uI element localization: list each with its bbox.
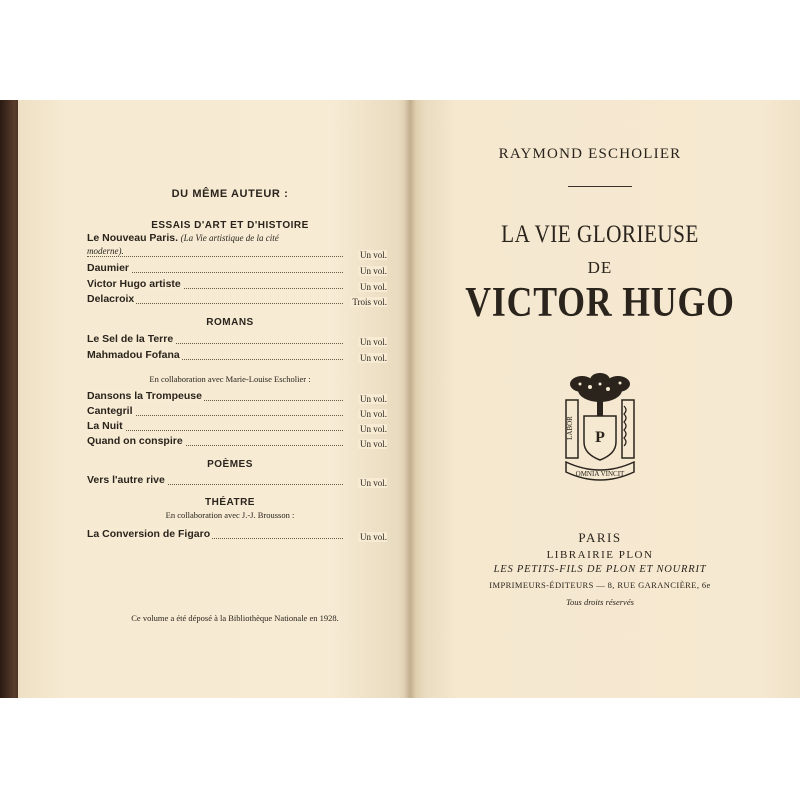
list-item bbox=[87, 405, 387, 419]
list-item bbox=[87, 435, 387, 449]
publication-city: PARIS bbox=[578, 530, 622, 545]
section-title-romans: ROMANS bbox=[206, 317, 254, 328]
entry-volume: Trois vol. bbox=[352, 297, 387, 307]
list-item bbox=[87, 246, 387, 260]
entry-volume: Un vol. bbox=[360, 424, 387, 434]
entry-title: Le Sel de la Terre bbox=[87, 333, 174, 345]
tree-icon bbox=[570, 373, 630, 420]
entry-volume: Un vol. bbox=[360, 266, 387, 276]
list-item bbox=[87, 390, 387, 404]
list-item bbox=[87, 528, 387, 542]
entry-title: Quand on conspire bbox=[87, 435, 183, 447]
entry-subtitle: (La Vie artistique de la cité bbox=[180, 233, 279, 243]
publisher-address: IMPRIMEURS-ÉDITEURS — 8, RUE GARANCIÈRE, 6e bbox=[489, 580, 711, 590]
motto-left: LABOR bbox=[566, 416, 574, 440]
publisher-subtitle: LES PETITS-FILS DE PLON ET NOURRIT bbox=[493, 564, 707, 575]
entry-volume: Un vol. bbox=[360, 409, 387, 419]
entry-title: Delacroix bbox=[87, 293, 135, 305]
entry-title: Cantegril bbox=[87, 405, 133, 417]
section-title-theatre: THÉATRE bbox=[205, 497, 255, 508]
list-item bbox=[87, 293, 387, 307]
book-title-line2: DE bbox=[587, 258, 613, 277]
collaboration-note: En collaboration avec Marie-Louise Escholier : bbox=[149, 374, 311, 384]
entry-volume: Un vol. bbox=[360, 353, 387, 363]
entry-volume: Un vol. bbox=[360, 478, 387, 488]
entry-title: La Conversion de Figaro bbox=[87, 528, 211, 540]
list-item bbox=[87, 420, 387, 434]
collaboration-note: En collaboration avec J.-J. Brousson : bbox=[165, 510, 295, 520]
entry-title: Mahmadou Fofana bbox=[87, 349, 180, 361]
entry-volume: Un vol. bbox=[360, 250, 387, 260]
entry-title: Le Nouveau Paris. bbox=[87, 232, 179, 244]
motto-bottom: OMNIA VINCIT bbox=[575, 470, 625, 478]
entry-volume: Un vol. bbox=[360, 394, 387, 404]
emblem-monogram: P bbox=[595, 429, 605, 446]
list-item bbox=[87, 278, 387, 292]
list-item bbox=[87, 333, 387, 347]
section-title-poemes: POÈMES bbox=[207, 459, 253, 470]
rights-notice: Tous droits réservés bbox=[566, 597, 634, 607]
publisher-emblem bbox=[560, 372, 640, 488]
list-item bbox=[87, 349, 387, 363]
entry-title: Dansons la Trompeuse bbox=[87, 390, 202, 402]
entry-title: La Nuit bbox=[87, 420, 123, 432]
book-title-line1: LA VIE GLORIEUSE bbox=[501, 221, 699, 248]
entry-title: Victor Hugo artiste bbox=[87, 278, 181, 290]
entry-volume: Un vol. bbox=[360, 282, 387, 292]
list-item bbox=[87, 262, 387, 276]
entry-volume: Un vol. bbox=[360, 337, 387, 347]
entry-title: Vers l'autre rive bbox=[87, 474, 165, 486]
author-name: RAYMOND ESCHOLIER bbox=[498, 146, 682, 162]
list-item bbox=[87, 232, 387, 246]
publisher-name: LIBRAIRIE PLON bbox=[546, 549, 654, 561]
page-gutter bbox=[404, 100, 416, 698]
book-title-line3: VICTOR HUGO bbox=[465, 280, 735, 326]
legal-deposit-note: Ce volume a été déposé à la Bibliothèque Nationale en 1928. bbox=[131, 613, 339, 623]
section-title-essais: ESSAIS D'ART ET D'HISTOIRE bbox=[151, 220, 309, 231]
entry-title: Daumier bbox=[87, 262, 130, 274]
title-rule bbox=[568, 186, 632, 187]
right-banner bbox=[622, 400, 634, 458]
left-page-heading: DU MÊME AUTEUR : bbox=[171, 188, 289, 200]
entry-volume: Un vol. bbox=[360, 439, 387, 449]
entry-volume: Un vol. bbox=[360, 532, 387, 542]
list-item bbox=[87, 474, 387, 488]
entry-subtitle: moderne). bbox=[87, 246, 124, 256]
left-banner bbox=[566, 400, 578, 458]
